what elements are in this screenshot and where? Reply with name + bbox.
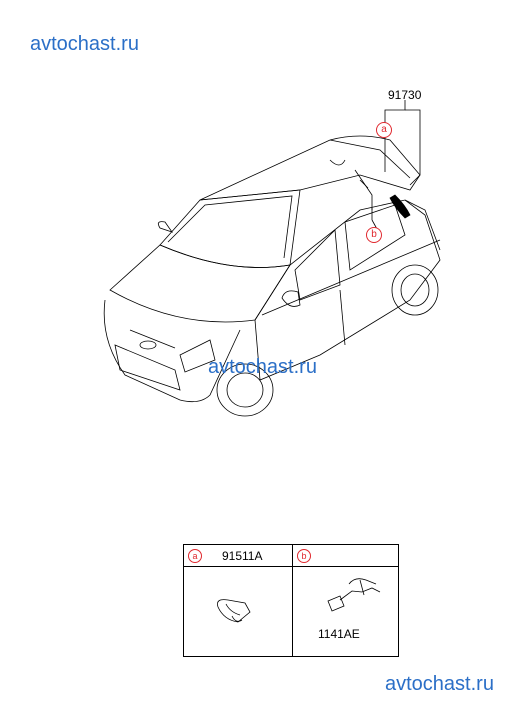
callout-a: a	[376, 122, 392, 138]
legend-header-a	[184, 545, 292, 567]
legend-part-number-a: 91511A	[222, 549, 263, 563]
watermark-middle: avtochast.ru	[208, 356, 317, 378]
legend-part-number-b: 1141AE	[318, 627, 360, 641]
legend-callout-a: a	[188, 549, 202, 563]
legend-callout-b: b	[297, 549, 311, 563]
legend-header-b	[292, 545, 398, 567]
part-number-91730: 91730	[388, 88, 422, 102]
watermark-top: avtochast.ru	[30, 33, 139, 55]
callout-b: b	[366, 227, 382, 243]
legend-body-b	[292, 567, 398, 656]
parts-legend-table	[183, 544, 399, 657]
watermark-bottom: avtochast.ru	[385, 673, 494, 695]
